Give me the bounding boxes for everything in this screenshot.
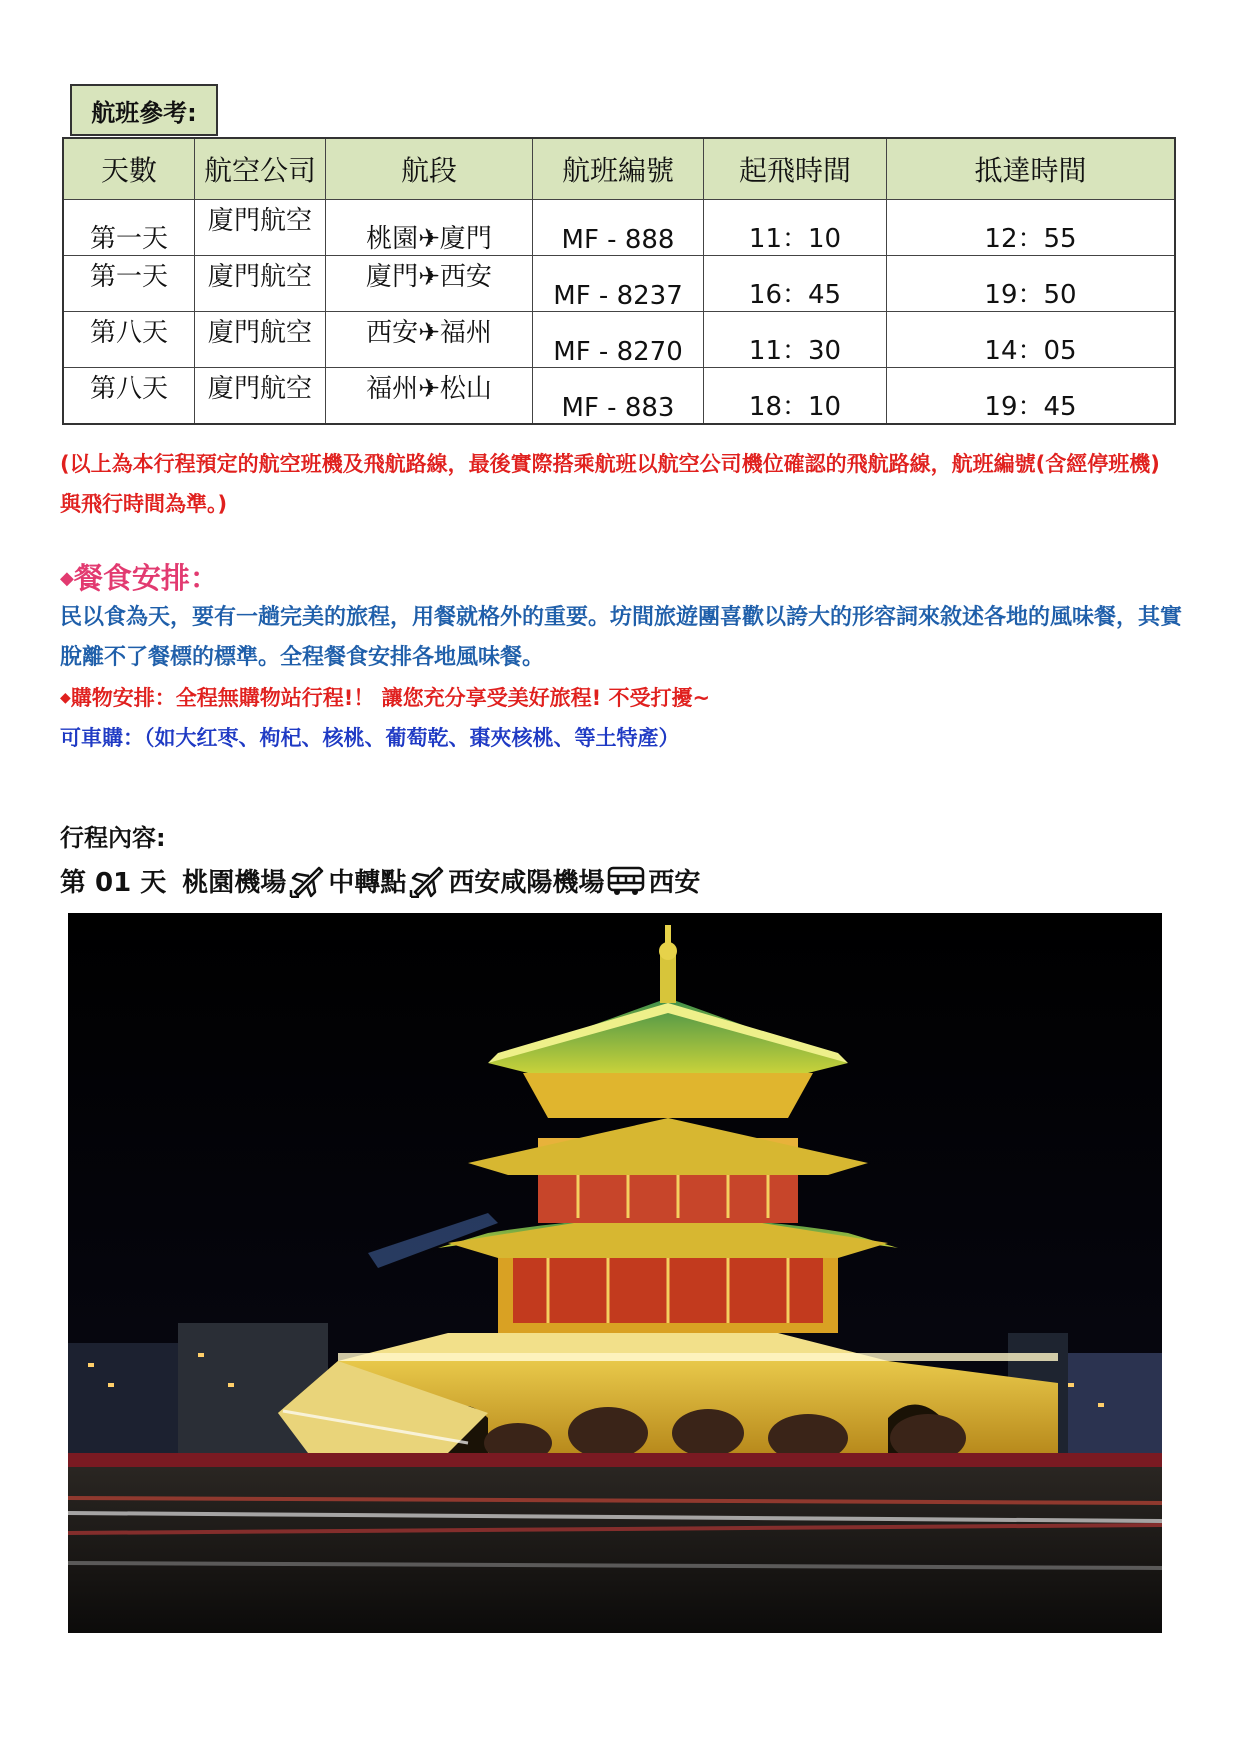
cell-day: 第八天 <box>63 368 195 425</box>
header-airline: 航空公司 <box>195 138 326 200</box>
cell-airline: 廈門航空 <box>195 256 326 312</box>
diamond-bullet-icon: ◆ <box>60 568 74 589</box>
plane-arrow-icon: ✈ <box>418 318 440 348</box>
purchase-line: 可車購：（如大红枣、枸杞、核桃、葡萄乾、棗夾核桃、等土特產） <box>60 726 680 750</box>
cell-airline: 廈門航空 <box>195 312 326 368</box>
route-from: 西安 <box>366 318 419 348</box>
cell-depart: 11：30 <box>704 312 887 368</box>
header-depart: 起飛時間 <box>704 138 887 200</box>
table-row <box>63 200 1175 256</box>
meal-title: 餐食安排： <box>73 561 219 595</box>
shopping-line <box>60 682 710 712</box>
flight-table-header <box>63 138 1175 200</box>
airplane-icon <box>409 864 445 898</box>
airplane-icon <box>289 864 325 898</box>
plane-arrow-icon: ✈ <box>418 262 440 292</box>
cell-arrive: 19：50 <box>887 256 1176 312</box>
cell-route <box>326 256 533 312</box>
cell-day: 第一天 <box>63 256 195 312</box>
table-row <box>63 368 1175 425</box>
table-row <box>63 256 1175 312</box>
header-route: 航段 <box>326 138 533 200</box>
route-from: 福州 <box>366 374 419 404</box>
plane-arrow-icon: ✈ <box>418 224 440 254</box>
header-arrive: 抵達時間 <box>887 138 1176 200</box>
day-label: 第 01 天 <box>60 868 167 898</box>
cell-flight-no: MF - 8270 <box>533 312 704 368</box>
cell-route <box>326 368 533 425</box>
bus-icon <box>607 865 645 897</box>
stop-transit: 中轉點 <box>328 868 407 898</box>
cell-depart: 11：10 <box>704 200 887 256</box>
meal-description: 民以食為天，要有一趟完美的旅程，用餐就格外的重要。坊間旅遊團喜歡以誇大的形容詞來敘述各地的風味餐，其實脫離不了餐標的標準。全程餐食安排各地風味餐。 <box>60 605 1183 670</box>
cell-airline: 廈門航空 <box>195 200 326 256</box>
cell-depart: 16：45 <box>704 256 887 312</box>
stop-xian: 西安 <box>648 868 701 898</box>
diamond-bullet-icon: ◆ <box>60 690 71 706</box>
header-day: 天數 <box>63 138 195 200</box>
cell-flight-no: MF - 883 <box>533 368 704 425</box>
flight-note: (以上為本行程預定的航空班機及飛航路線，最後實際搭乘航班以航空公司機位確認的飛航路線，航班編號(含經停班機)與飛行時間為準。) <box>60 452 1160 516</box>
route-to: 西安 <box>439 262 492 292</box>
route-to: 廈門 <box>439 224 492 254</box>
flight-section-title: 航班參考: <box>70 84 218 136</box>
cell-route <box>326 312 533 368</box>
cell-flight-no: MF - 8237 <box>533 256 704 312</box>
plane-arrow-icon: ✈ <box>418 374 440 404</box>
header-flight-no: 航班編號 <box>533 138 704 200</box>
stop-xianyang-airport: 西安咸陽機場 <box>448 868 605 898</box>
cell-day: 第八天 <box>63 312 195 368</box>
cell-flight-no: MF - 888 <box>533 200 704 256</box>
flight-table <box>62 137 1176 425</box>
meal-heading <box>60 556 219 597</box>
route-from: 桃園 <box>366 224 419 254</box>
shopping-text: 購物安排：全程無購物站行程!！ 讓您充分享受美好旅程! 不受打擾~ <box>70 686 711 710</box>
route-to: 福州 <box>439 318 492 348</box>
cell-airline: 廈門航空 <box>195 368 326 425</box>
cell-arrive: 19：45 <box>887 368 1176 425</box>
route-to: 松山 <box>439 374 492 404</box>
cell-depart: 18：10 <box>704 368 887 425</box>
itinerary-title: 行程內容: <box>60 824 166 852</box>
route-from: 廈門 <box>366 262 419 292</box>
cell-arrive: 14：05 <box>887 312 1176 368</box>
bell-tower-photo <box>68 913 1162 1633</box>
cell-route <box>326 200 533 256</box>
stop-taoyuan: 桃園機場 <box>182 868 287 898</box>
bell-tower-illustration <box>68 913 1162 1633</box>
cell-arrive: 12：55 <box>887 200 1176 256</box>
cell-day: 第一天 <box>63 200 195 256</box>
day-route-line <box>60 862 700 899</box>
table-row <box>63 312 1175 368</box>
